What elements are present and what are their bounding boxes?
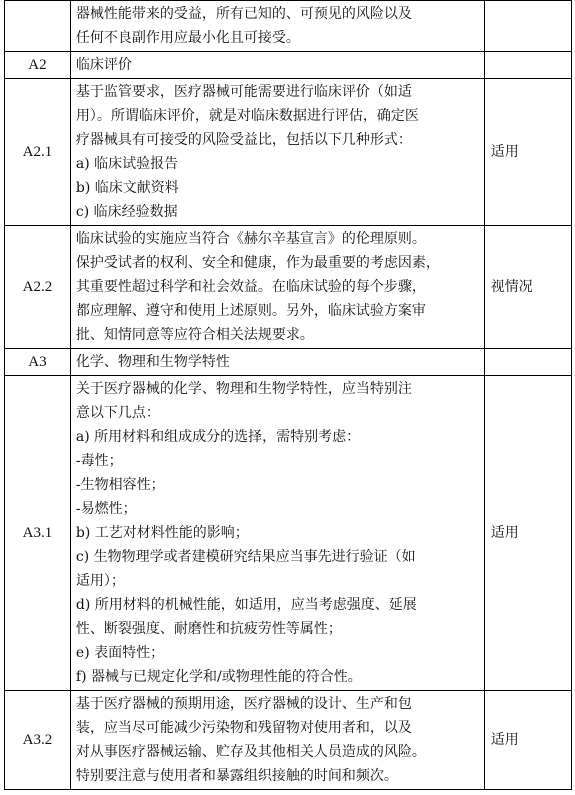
requirement-line: 性、断裂强度、耐磨性和抗疲劳性等属性； — [75, 621, 342, 637]
requirement-line: b) 临床文献资料 — [75, 180, 179, 196]
requirement-line: 关于医疗器械的化学、物理和生物学特性，应当特别注 — [75, 381, 412, 397]
table-row — [5, 349, 572, 376]
clause-number: A2 — [5, 52, 71, 79]
table-row — [5, 1, 572, 52]
requirement-line: 特别要注意与使用者和暴露组织接触的时间和频次。 — [75, 768, 398, 784]
table-row — [5, 691, 572, 790]
requirement-line: b) 工艺对材料性能的影响； — [75, 525, 249, 541]
requirement-line: 临床试验的实施应当符合《赫尔辛基宣言》的伦理原则。 — [75, 231, 426, 247]
requirement-line: d) 所用材料的机械性能，如适用，应当考虑强度、延展 — [75, 597, 417, 613]
requirements-table — [4, 0, 572, 790]
requirement-line: -生物相容性； — [75, 477, 165, 493]
requirement-line: 对从事医疗器械运输、贮存及其他相关人员造成的风险。 — [75, 744, 426, 760]
requirement-text — [70, 52, 484, 79]
requirement-line: 批、知情同意等应符合相关法规要求。 — [75, 327, 314, 343]
applicability: 适用 — [484, 691, 571, 790]
requirement-line: 其重要性超过科学和社会效益。在临床试验的每个步骤， — [75, 279, 426, 295]
requirement-line: 装，应当尽可能减少污染物和残留物对使用者和，以及 — [75, 720, 412, 736]
requirement-line: -易燃性； — [75, 501, 137, 517]
table-row — [5, 52, 572, 79]
requirement-line: f) 器械与已规定化学和/或物理性能的符合性。 — [75, 669, 362, 685]
requirements-table-container — [4, 0, 572, 790]
requirement-line: a) 所用材料和组成成分的选择，需特别考虑： — [75, 429, 361, 445]
applicability: 适用 — [484, 376, 571, 691]
requirement-line: 基于监管要求，医疗器械可能需要进行临床评价（如适 — [75, 84, 412, 100]
table-row — [5, 226, 572, 349]
clause-number: A2.1 — [5, 79, 71, 226]
clause-number: A3.1 — [5, 376, 71, 691]
clause-number: A3 — [5, 349, 71, 376]
requirement-line: c) 临床经验数据 — [75, 204, 178, 220]
requirement-text — [70, 79, 484, 226]
requirement-line: 都应理解、遵守和使用上述原则。另外，临床试验方案审 — [75, 303, 426, 319]
applicability: 视情况 — [484, 226, 571, 349]
applicability: 适用 — [484, 79, 571, 226]
requirement-line: 意以下几点： — [75, 405, 160, 421]
requirement-text — [70, 691, 484, 790]
requirement-line: a) 临床试验报告 — [75, 156, 179, 172]
requirement-line: 任何不良副作用应最小化且可接受。 — [75, 30, 300, 46]
clause-number — [5, 1, 71, 52]
requirement-text — [70, 1, 484, 52]
table-row — [5, 79, 572, 226]
requirement-line: 适用）； — [75, 573, 125, 589]
requirement-line: e) 表面特性； — [75, 645, 165, 661]
requirement-line: 化学、物理和生物学特性 — [75, 354, 230, 370]
requirement-text — [70, 349, 484, 376]
requirement-text — [70, 226, 484, 349]
applicability — [484, 52, 571, 79]
clause-number: A3.2 — [5, 691, 71, 790]
requirement-line: 临床评价 — [75, 57, 132, 73]
requirement-text — [70, 376, 484, 691]
requirement-line: 用）。所谓临床评价，就是对临床数据进行评估，确定医 — [75, 108, 419, 124]
requirement-line: 器械性能带来的受益，所有已知的、可预见的风险以及 — [75, 6, 412, 22]
applicability — [484, 1, 571, 52]
table-row — [5, 376, 572, 691]
requirements-table-body — [5, 1, 572, 790]
requirement-line: 疗器械具有可接受的风险受益比，包括以下几种形式： — [75, 132, 412, 148]
requirement-line: c) 生物物理学或者建模研究结果应当事先进行验证（如 — [75, 549, 416, 565]
requirement-line: 保护受试者的权利、安全和健康，作为最重要的考虑因素， — [75, 255, 440, 271]
requirement-line: -毒性； — [75, 453, 123, 469]
applicability — [484, 349, 571, 376]
requirement-line: 基于医疗器械的预期用途，医疗器械的设计、生产和包 — [75, 696, 412, 712]
clause-number: A2.2 — [5, 226, 71, 349]
